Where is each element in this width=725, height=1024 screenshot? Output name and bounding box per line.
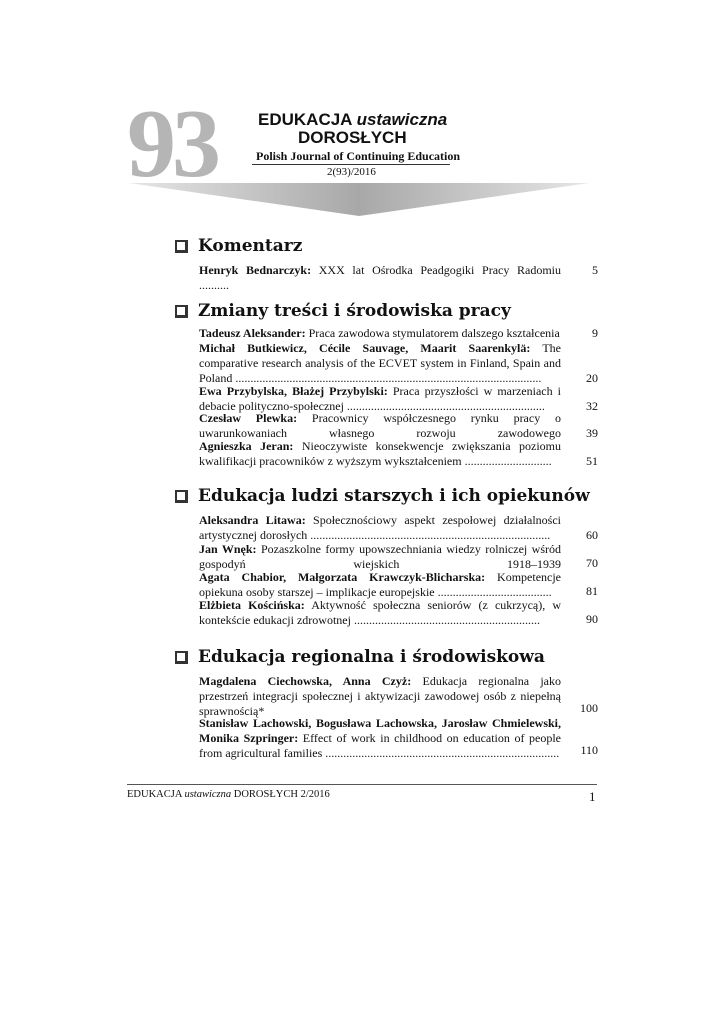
toc-entry: [199, 341, 561, 386]
entry-page: 110: [580, 743, 598, 757]
entry-page: 9: [592, 326, 598, 340]
entry-page: 20: [586, 371, 598, 385]
entry-title: XXX lat Ośrodka Peadgogiki Pracy Radomiu ..........: [199, 263, 562, 292]
toc-entry: [199, 384, 561, 414]
entry-authors: Tadeusz Aleksander:: [199, 326, 306, 340]
entry-title: Społecznościowy aspekt zespołowej działalności artystycznej dorosłych ................................................................................: [199, 513, 561, 542]
journal-title-edukacja: EDUKACJA: [258, 110, 352, 129]
entry-page: 90: [586, 612, 598, 626]
footer-journal: [127, 789, 330, 800]
checkbox-square-icon: [175, 305, 188, 318]
checkbox-square-icon: [175, 490, 188, 503]
header-divider: [252, 164, 450, 165]
section-title: Edukacja regionalna i środowiskowa: [198, 647, 545, 667]
entry-authors: Agata Chabior, Małgorzata Krawczyk-Blicharska:: [199, 570, 486, 584]
journal-title-line1: [258, 110, 447, 130]
entry-title: Kompetencje opiekuna osoby starszej – implikacje europejskie ......................................: [199, 570, 561, 599]
toc-entry: [199, 716, 561, 761]
entry-title: Pracownicy współczesnego rynku pracy o uwarunkowaniach własnego rozwoju zawodowego: [199, 411, 561, 440]
entry-authors: Stanisław Lachowski, Bogusława Lachowska, Jarosław Chmielewski, Monika Szpringer:: [199, 716, 561, 745]
entry-authors: Elżbieta Kościńska:: [199, 598, 305, 612]
footer-ustawiczna: ustawiczna: [184, 789, 232, 800]
entry-page: 70: [586, 556, 598, 570]
entry-page: 51: [586, 454, 598, 468]
entry-page: 5: [592, 263, 598, 277]
section-komentarz: [175, 236, 302, 256]
section-title: Komentarz: [198, 236, 303, 256]
entry-authors: Magdalena Ciechowska, Anna Czyż:: [199, 674, 412, 688]
entry-title: Edukacja regionalna jako przestrzeń integracji społecznej i aktywizacji zawodowej osób z niepełną sprawnością*: [199, 674, 561, 718]
section-edukacja-starszych: [175, 486, 590, 506]
entry-title: Effect of work in childhood on education of people from agricultural families ..............................................................................: [199, 731, 561, 760]
journal-title-line2: DOROSŁYCH: [298, 128, 407, 147]
entry-authors: Ewa Przybylska, Błażej Przybylski:: [199, 384, 388, 398]
entry-title: Nieoczywiste konsekwencje zwiększania poziomu kwalifikacji pracowników z wyższym wykształceniem .............................: [199, 439, 561, 468]
section-edukacja-regionalna: [175, 647, 545, 667]
issue-number: 93: [127, 90, 217, 198]
entry-title: The comparative research analysis of the ECVET system in Finland, Spain and Poland ......................................................................................................: [199, 341, 561, 385]
entry-page: 81: [586, 584, 598, 598]
checkbox-square-icon: [175, 240, 188, 253]
section-zmiany: [175, 301, 511, 321]
entry-title: Pozaszkolne formy upowszechniania wiedzy rolniczej wśród gospodyń wiejskich 1918–1939: [199, 542, 561, 571]
entry-page: 60: [586, 528, 598, 542]
toc-entry: [199, 598, 561, 628]
toc-entry: [199, 513, 561, 543]
entry-authors: Aleksandra Litawa:: [199, 513, 306, 527]
entry-title: Praca przyszłości w marzeniach i debacie polityczno-społecznej ..................................................................: [199, 384, 561, 413]
journal-subtitle: Polish Journal of Continuing Education: [256, 149, 461, 163]
footer-divider: [127, 784, 597, 785]
entry-authors: Agnieszka Jeran:: [199, 439, 294, 453]
entry-page: 39: [586, 426, 598, 440]
entry-title: Praca zawodowa stymulatorem dalszego kształcenia: [308, 326, 560, 340]
entry-authors: Jan Wnęk:: [199, 542, 257, 556]
entry-page: 32: [586, 399, 598, 413]
issue-label: 2(93)/2016: [327, 166, 376, 178]
section-title: Edukacja ludzi starszych i ich opiekunów: [198, 486, 590, 506]
toc-entry: [199, 411, 561, 441]
toc-entry: [199, 326, 561, 341]
section-title: Zmiany treści i środowiska pracy: [198, 301, 511, 321]
toc-entry: [199, 542, 561, 572]
entry-page: 100: [580, 701, 598, 715]
toc-entry: [199, 263, 561, 293]
entry-authors: Henryk Bednarczyk:: [199, 263, 312, 277]
journal-title-ustawiczna: ustawiczna: [356, 110, 448, 129]
entry-authors: Czesław Plewka:: [199, 411, 298, 425]
entry-title: Aktywność społeczna seniorów (z cukrzycą), w kontekście edukacji zdrowotnej ..............................................................: [199, 598, 561, 627]
toc-entry: [199, 439, 561, 469]
checkbox-square-icon: [175, 651, 188, 664]
entry-authors: Michał Butkiewicz, Cécile Sauvage, Maarit Saarenkylä:: [199, 341, 531, 355]
header-banner-arrow: [129, 180, 589, 218]
footer-doroslych: DOROSŁYCH 2/2016: [233, 789, 330, 800]
toc-entry: [199, 674, 561, 719]
toc-entry: [199, 570, 561, 600]
footer-edukacja: EDUKACJA: [127, 789, 182, 800]
footer-page-number: 1: [589, 789, 596, 804]
